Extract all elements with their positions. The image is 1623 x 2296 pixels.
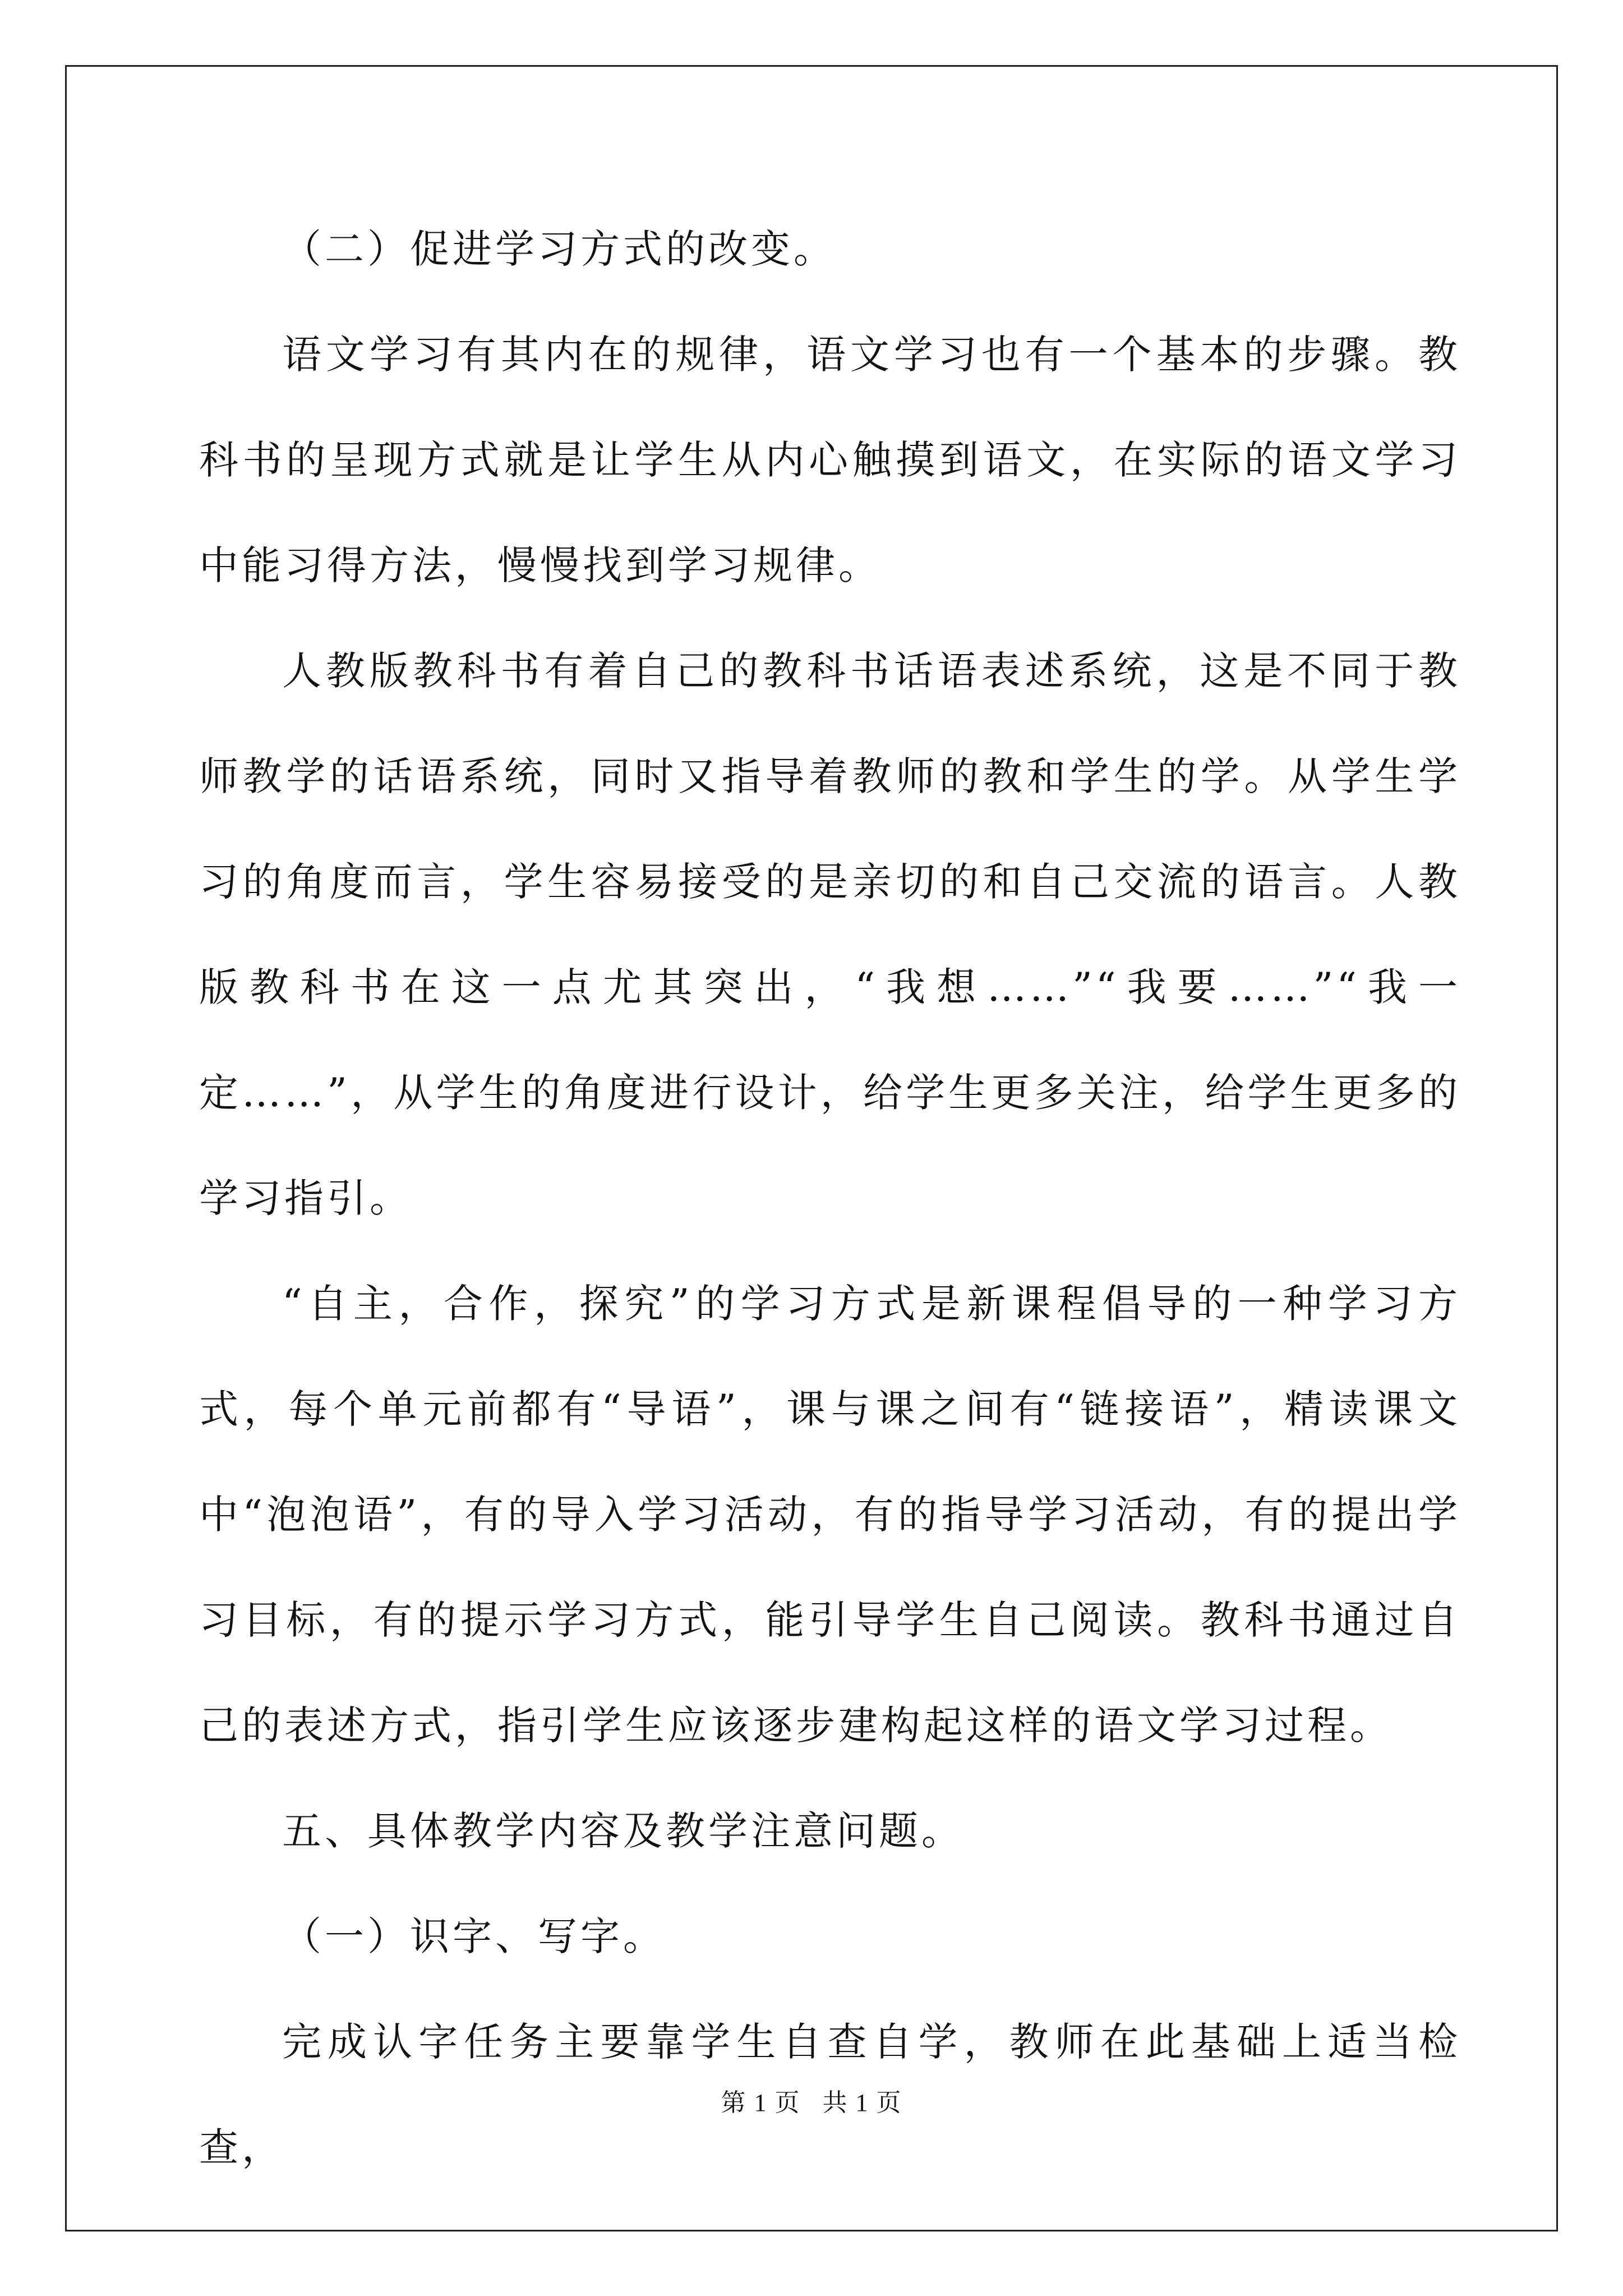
section-heading-literacy: （一）识字、写字。 — [282, 1913, 666, 1959]
paragraph-textbook-discourse: 人教版教科书有着自己的教科书话语表述系统，这是不同于教师教学的话语系统，同时又指导着教师的教和学生的学。从学生学习的角度而言，学生容易接受的是亲切的和自己交流的语言。人教版教科书在这一点尤其突出，“我想……”“我要……”“我一定……”，从学生的角度进行设计，给学生更多关注，给学生更多的学习指引。 — [199, 648, 1461, 1221]
document-body — [199, 196, 1461, 2200]
paragraph-learning-style: “自主，合作，探究”的学习方式是新课程倡导的一种学习方式，每个单元前都有“导语”，课与课之间有“链接语”，精读课文中“泡泡语”，有的导入学习活动，有的指导学习活动，有的提出学习目标，有的提示学习方式，能引导学生自己阅读。教科书通过自己的表述方式，指引学生应该逐步建构起这样的语文学习过程。 — [199, 1281, 1461, 1749]
paragraph-literacy-task: 完成认字任务主要靠学生自查自学，教师在此基础上适当检查， — [199, 2019, 1461, 2170]
section-heading-teaching-content: 五、具体教学内容及教学注意问题。 — [282, 1808, 964, 1854]
page-number: 第 1 页 — [721, 2089, 801, 2116]
page-total: 共 1 页 — [822, 2089, 902, 2116]
page-footer — [0, 2082, 1623, 2118]
paragraph-learning-rules: 语文学习有其内在的规律，语文学习也有一个基本的步骤。教科书的呈现方式就是让学生从内心触摸到语文，在实际的语文学习中能习得方法，慢慢找到学习规律。 — [199, 332, 1461, 588]
section-heading-promote-learning: （二）促进学习方式的改变。 — [282, 226, 836, 272]
footer-spacer — [801, 2089, 823, 2116]
